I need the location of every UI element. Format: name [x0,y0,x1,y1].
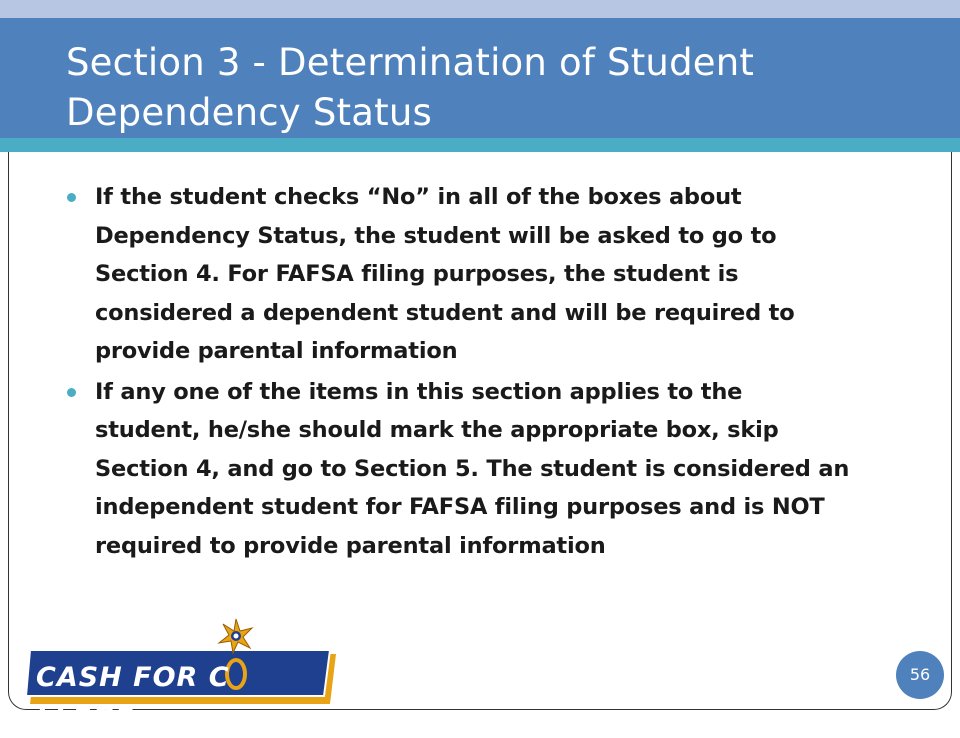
title-bar [0,18,960,138]
bullet-item [62,178,852,371]
logo-text: CASH FOR C LLEGE [36,662,230,733]
bullet-dot-icon [67,193,76,202]
bullet-text: If the student checks “No” in all of the boxes about Dependency Status, the student will be asked to go to Section 4. For FAFSA filing purposes, the student is considered a dependent student and will be required to provide parental information [95,184,795,364]
page-number: 56 [896,651,944,699]
star-burst-icon [219,619,252,653]
bullet-text: If any one of the items in this section applies to the student, he/she should mark the appropriate box, skip Section 4, and go to Section 5. The student is considered an independent student for FAFSA filing purposes and is NOT required to provide parental information [95,378,850,559]
bullet-list [62,178,852,567]
title-underline [0,138,960,152]
top-strip [0,0,960,18]
bullet-item [62,373,852,566]
slide-title: Section 3 - Determination of Student Dependency Status [66,41,755,134]
bullet-dot-icon [67,388,76,397]
